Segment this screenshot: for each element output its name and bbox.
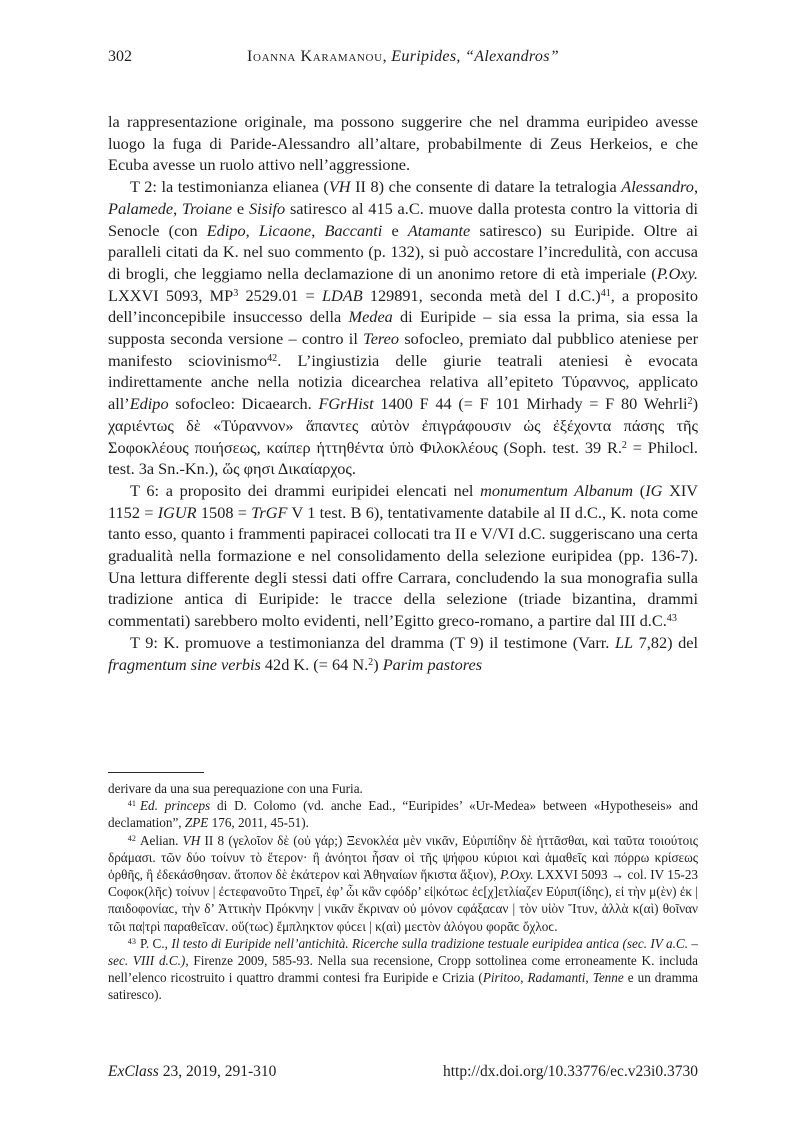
page-footer bbox=[108, 1062, 698, 1081]
footnote-43-text: P. C., Il testo di Euripide nell’antichità. Ricerche sulla tradizione testuale euripidea antica (sec. IV a.C. – sec. VIII d.C.), Firenze 2009, 585-93. Nella sua recensione, Cropp sottolinea come erroneamente K. includa nell’elenco ricostruito i quattro drammi contesi fra Euripide e Crizia (Piritoo, Radamanti, Tenne e un dramma satiresco). bbox=[108, 935, 699, 1003]
paragraph-t2: T 2: la testimonianza elianea (VH II 8) che consente di datare la tetralogia Alessandro, Palamede, Troiane e Sisifo satiresco al 415 a.C. muove dalla protesta contro la vittoria di Senocle (con Edipo, Licaone, Baccanti e Atamante satiresco) su Euripide. Oltre ai paralleli citati da K. nel suo commento (p. 132), si può accostare l’incredulità, con accusa di brogli, che leggiamo nella declamazione di un anonimo retore di età imperiale (P.Oxy. LXXVI 5093, $MP^3$ 2529.01 = LDAB 129891, seconda metà del I d.C.)$^{41}$, a proposito dell’inconcepibile insuccesso della Medea di Euripide – sia essa la prima, sia essa la supposta seconda versione – contro il Tereo sofocleo, premiato dal pubblico ateniese per manifesto sciovinismo$^{42}$. L’ingiustizia delle giurie teatrali ateniesi è evocata indirettamente anche nella notizia dicearchea relativa all’epiteto Τύραννος, applicato all’Edipo sofocleo: Dicaearch. FGrHist 1400 F 44 (= F 101 Mirhady = F 80 Wehrli$^2$) χαριέντως δὲ «Τύραννον» ἅπαντες αὐτὸν ἐπιγράφουσιν ὡς ἐξέχοντα πάσης τῆς Σοφοκλέους ποιήσεως, καίπερ ἡττηθέντα ὑπὸ Φιλοκλέους (Soph. test. 39 R.$^2$ = Philocl. test. 3a Sn.-Kn.), ὥς φησι Δικαίαρχος. bbox=[108, 177, 699, 479]
paragraph-t6: T 6: a proposito dei drammi euripidei elencati nel monumentum Albanum (IG XIV 1152 = IGUR 1508 = TrGF V 1 test. B 6), tentativamente databile al II d.C., K. nota come tanto esso, quanto i frammenti papiracei collocati tra II e V/VI d.C. suggeriscano una certa gradualità nella formazione e nel consolidamento della selezione euripidea (pp. 136-7). Una lettura differente degli stessi dati offre Carrara, concludendo la sua monografia sulla tradizione antica di Euripide: le tracce della selezione (triade bizantina, drammi commentati) sarebbero molto evidenti, nell’Egitto greco-romano, a partire dal III d.C.$^{43}$ bbox=[108, 480, 699, 631]
footnote-41-marker: 41 bbox=[127, 799, 136, 809]
paragraph-continuation: la rappresentazione originale, ma possono suggerire che nel dramma euripideo avesse luogo la fuga di Paride-Alessandro all’altare, probabilmente di Zeus Herkeios, e che Ecuba avesse un ruolo attivo nell’aggressione. bbox=[108, 112, 698, 175]
footnote-continuation: derivare da una sua perequazione con una Furia. bbox=[108, 781, 363, 796]
footnote-41-text: Ed. princeps di D. Colomo (vd. anche Ead., “Euripides’ «Ur-Medea» between «Hypotheseis» and declamation”, ZPE 176, 2011, 45-51). bbox=[108, 798, 698, 831]
page-number: 302 bbox=[108, 48, 132, 65]
footnote-43-marker: 43 bbox=[127, 936, 136, 946]
journal-citation: ExClass 23, 2019, 291-310 bbox=[108, 1063, 277, 1080]
footnote-42-marker: 42 bbox=[127, 833, 136, 843]
footnote-separator bbox=[108, 772, 204, 773]
footnotes-section bbox=[108, 772, 698, 1004]
paragraph-t9: T 9: K. promuove a testimonianza del dramma (T 9) il testimone (Varr. LL 7,82) del fragmentum sine verbis 42d K. (= 64 N.$^2$) Parim pastores bbox=[108, 632, 698, 674]
page-header bbox=[108, 47, 698, 66]
footnote-42-text: Aelian. VH II 8 (γελοῖον δὲ (οὐ γάρ;) Ξενοκλέα μὲν νικᾶν, Εὐριπίδην δὲ ἡττᾶσθαι, καὶ ταῦτα τοιούτοις δράμασι. τῶν δύο τοίνυν τὸ ἕτερον· ἢ ἀνόητοι ἦσαν οἱ τῆς ψήφου κύριοι καὶ ἀμαθεῖς καὶ πόρρω κρίσεως ὀρθῆς, ἢ ἐδεκάσθησαν. ἄτοπον δὲ ἑκάτερον καὶ Ἀθηναίων ἥκιστα ἄξιον), P.Oxy. LXXVI 5093 → col. IV 15-23 Ϲοφοκ(λῆϲ) τοίνυν | ἐϲτεφανοῦτο Τηρεῖ, ἐφ’ ὧι κἂν ϲφόδρ’ εἰ|κότωϲ ἐϲ[χ]ετλίαζεν Εὐριπ(ίδηϲ), εἰ τὴν μ(ὲν) ἐκ | παιδοφονίαϲ, τὴν δ’ Ἀττικὴν Πρόκνην | νικᾶν ἔκριναν οὐ μόνον ϲφάξαϲαν | τὸν υἱὸν Ἴτυν, ἀλλὰ κ(αὶ) θοῖναν τῶι πα|τρὶ παραθεῖϲαν. οὕ(τωϲ) ἔμπληκτον φύϲει | κ(αὶ) μεϲτὸν ἀλόγου φορᾶϲ ὄχλοϲ. bbox=[108, 832, 699, 934]
footnote-43 bbox=[108, 935, 698, 1004]
running-title: Ioanna Karamanou, Euripides, “Alexandros” bbox=[247, 48, 559, 65]
main-text bbox=[108, 111, 698, 675]
footnote-41 bbox=[108, 797, 698, 831]
doi-url: http://dx.doi.org/10.33776/ec.v23i0.3730 bbox=[442, 1063, 698, 1080]
footnote-42 bbox=[108, 832, 698, 935]
